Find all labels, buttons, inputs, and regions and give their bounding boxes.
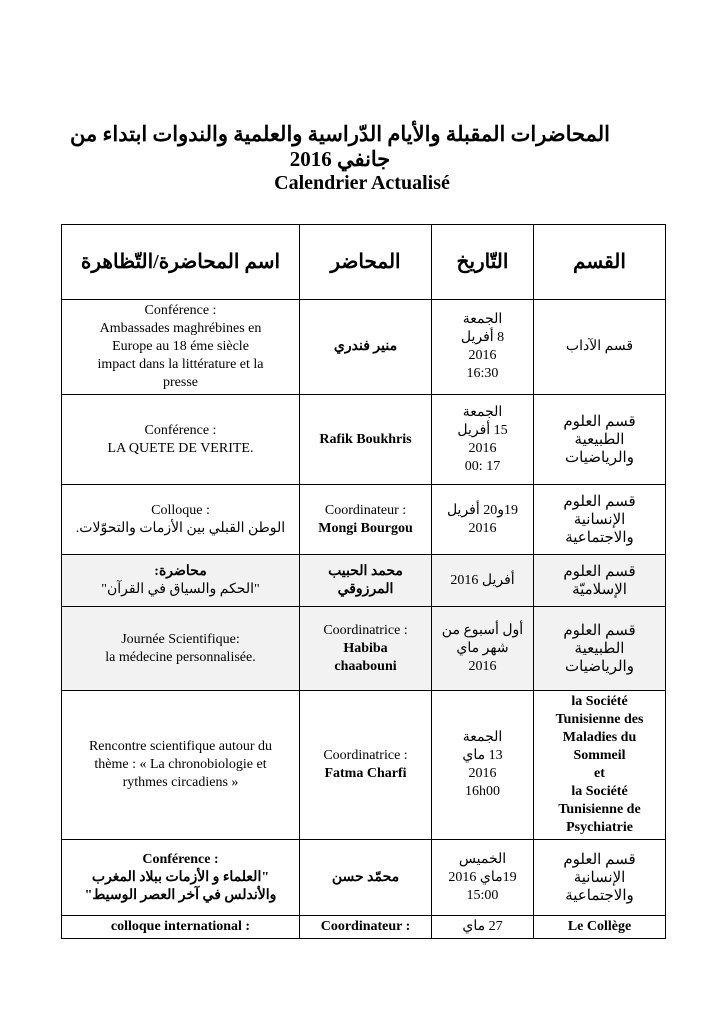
speaker-line: Rafik Boukhris — [319, 431, 412, 447]
event-cell — [62, 840, 300, 916]
speaker-line: Habiba — [343, 640, 388, 656]
speaker-cell — [300, 607, 432, 691]
event-cell — [62, 691, 300, 840]
event-line: presse — [163, 375, 198, 390]
department-line: قسم العلوم الإنسانية — [563, 493, 636, 528]
event-cell — [62, 607, 300, 691]
department-line: Maladies du — [562, 730, 637, 745]
department-line: والاجتماعية — [565, 529, 634, 546]
speaker-line: Coordinateur : — [324, 502, 407, 518]
speaker-line: المرزوقي — [337, 581, 394, 597]
event-line: Colloque : — [151, 502, 210, 518]
speaker-line: Coordinateur : — [320, 919, 411, 934]
speaker-cell — [300, 555, 432, 607]
date-line: الجمعة — [462, 312, 503, 327]
date-line: 19و20 أفريل — [446, 502, 519, 518]
date-cell — [432, 395, 534, 485]
date-line: 16:30 — [466, 366, 499, 381]
table-row — [62, 300, 666, 395]
date-line: 17 :00 — [464, 458, 501, 474]
date-cell — [432, 300, 534, 395]
date-line: الجمعة — [462, 730, 503, 745]
department-line: الطبيعية والرياضيات — [565, 640, 634, 675]
event-cell — [62, 555, 300, 607]
event-line: rythmes circadiens » — [122, 775, 239, 790]
date-cell — [432, 555, 534, 607]
department-line: قسم العلوم الإنسانية — [563, 851, 636, 886]
date-line: شهر ماي — [456, 640, 509, 656]
department-line: والاجتماعية — [565, 887, 634, 904]
department-cell — [534, 555, 666, 607]
event-cell — [62, 916, 300, 939]
speaker-line: Mongi Bourgou — [318, 520, 413, 536]
event-line: Ambassades maghrébines en — [99, 321, 262, 336]
date-line: 2016 — [468, 520, 497, 536]
date-line: أول أسبوع من — [441, 622, 524, 638]
date-line: 15:00 — [466, 887, 499, 903]
event-line: "الحكم والسياق في القرآن" — [101, 581, 260, 597]
department-line: et — [594, 766, 605, 781]
department-cell — [534, 840, 666, 916]
speaker-cell — [300, 691, 432, 840]
speaker-line: منير فندري — [333, 339, 398, 354]
header-date: التّاريخ — [432, 225, 534, 300]
date-line: 15 أفريل — [457, 422, 508, 438]
date-line: 2016 — [468, 658, 497, 674]
department-line: قسم العلوم — [563, 622, 636, 639]
date-cell — [432, 840, 534, 916]
department-line: Sommeil — [573, 748, 626, 763]
department-line: Tunisienne de — [558, 802, 641, 817]
date-line: أفريل 2016 — [450, 572, 515, 588]
speaker-cell — [300, 300, 432, 395]
event-line: "العلماء و الأزمات ببلاد المغرب — [91, 869, 270, 885]
table-row — [62, 840, 666, 916]
calendar-table — [61, 224, 666, 939]
department-line: la Société — [571, 694, 628, 709]
event-line: محاضرة: — [154, 563, 207, 579]
event-cell — [62, 395, 300, 485]
page-title-arabic: المحاضرات المقبلة والأيام الدّراسية والعلمية والندوات ابتداء من جانفي 2016 — [70, 122, 610, 171]
event-line: Rencontre scientifique autour du — [88, 739, 273, 754]
header-speaker: المحاضر — [300, 225, 432, 300]
department-line: Tunisienne des — [555, 712, 644, 727]
speaker-cell — [300, 916, 432, 939]
department-line: Le Collège — [567, 919, 632, 934]
speaker-line: محمد الحبيب — [328, 563, 403, 579]
page-title-french: Calendrier Actualisé — [274, 172, 450, 194]
date-line: 2016 — [468, 348, 497, 363]
department-cell — [534, 607, 666, 691]
event-line: الوطن القبلي بين الأزمات والتحوّلات. — [75, 520, 286, 536]
department-cell — [534, 691, 666, 840]
department-line: قسم الآداب — [565, 339, 634, 354]
header-event: اسم المحاضرة/التّظاهرة — [62, 225, 300, 300]
date-cell — [432, 916, 534, 939]
table-row — [62, 916, 666, 939]
event-line: thème : « La chronobiologie et — [94, 757, 267, 772]
speaker-line: Fatma Charfi — [324, 766, 407, 781]
date-cell — [432, 607, 534, 691]
speaker-cell — [300, 840, 432, 916]
event-cell — [62, 300, 300, 395]
event-line: Europe au 18 éme siècle — [112, 339, 249, 354]
date-line: 27 ماي — [462, 919, 503, 934]
speaker-cell — [300, 485, 432, 555]
date-cell — [432, 485, 534, 555]
table-row — [62, 607, 666, 691]
event-line: impact dans la littérature et la — [97, 357, 264, 372]
date-line: الجمعة — [462, 404, 503, 420]
date-line: 16h00 — [465, 784, 500, 799]
department-line: الطبيعية والرياضيات — [565, 431, 634, 466]
date-line: 13 ماي — [462, 748, 503, 763]
table-row — [62, 555, 666, 607]
speaker-line: chaabouni — [334, 658, 397, 674]
speaker-line: Coordinatrice : — [323, 748, 408, 763]
event-line: LA QUETE DE VERITE. — [107, 440, 254, 456]
event-line: Journée Scientifique: — [121, 631, 240, 647]
speaker-cell — [300, 395, 432, 485]
department-line: قسم العلوم — [563, 413, 636, 430]
department-cell — [534, 300, 666, 395]
date-line: 8 أفريل — [460, 330, 505, 345]
event-line: والأندلس في آخر العصر الوسيط" — [84, 887, 277, 903]
table-row — [62, 485, 666, 555]
department-cell — [534, 916, 666, 939]
speaker-line: Coordinatrice : — [323, 622, 408, 638]
department-cell — [534, 395, 666, 485]
table-header-row — [62, 225, 666, 300]
date-line: 2016 — [468, 440, 497, 456]
date-line: 19ماي 2016 — [448, 869, 517, 885]
event-line: la médecine personnalisée. — [105, 649, 256, 665]
department-line: la Société — [571, 784, 628, 799]
speaker-line: محمّد حسن — [331, 869, 400, 885]
department-line: Psychiatrie — [566, 820, 633, 835]
event-line: Conférence : — [144, 303, 217, 318]
event-line: Conférence : — [144, 422, 217, 438]
date-line: 2016 — [468, 766, 497, 781]
table-row — [62, 691, 666, 840]
department-line: قسم العلوم الإسلاميّة — [563, 563, 636, 598]
date-cell — [432, 691, 534, 840]
event-line: Conférence : — [142, 851, 219, 867]
event-cell — [62, 485, 300, 555]
event-line: colloque international : — [110, 919, 251, 934]
department-cell — [534, 485, 666, 555]
date-line: الخميس — [458, 851, 507, 867]
table-row — [62, 395, 666, 485]
header-department: القسم — [534, 225, 666, 300]
